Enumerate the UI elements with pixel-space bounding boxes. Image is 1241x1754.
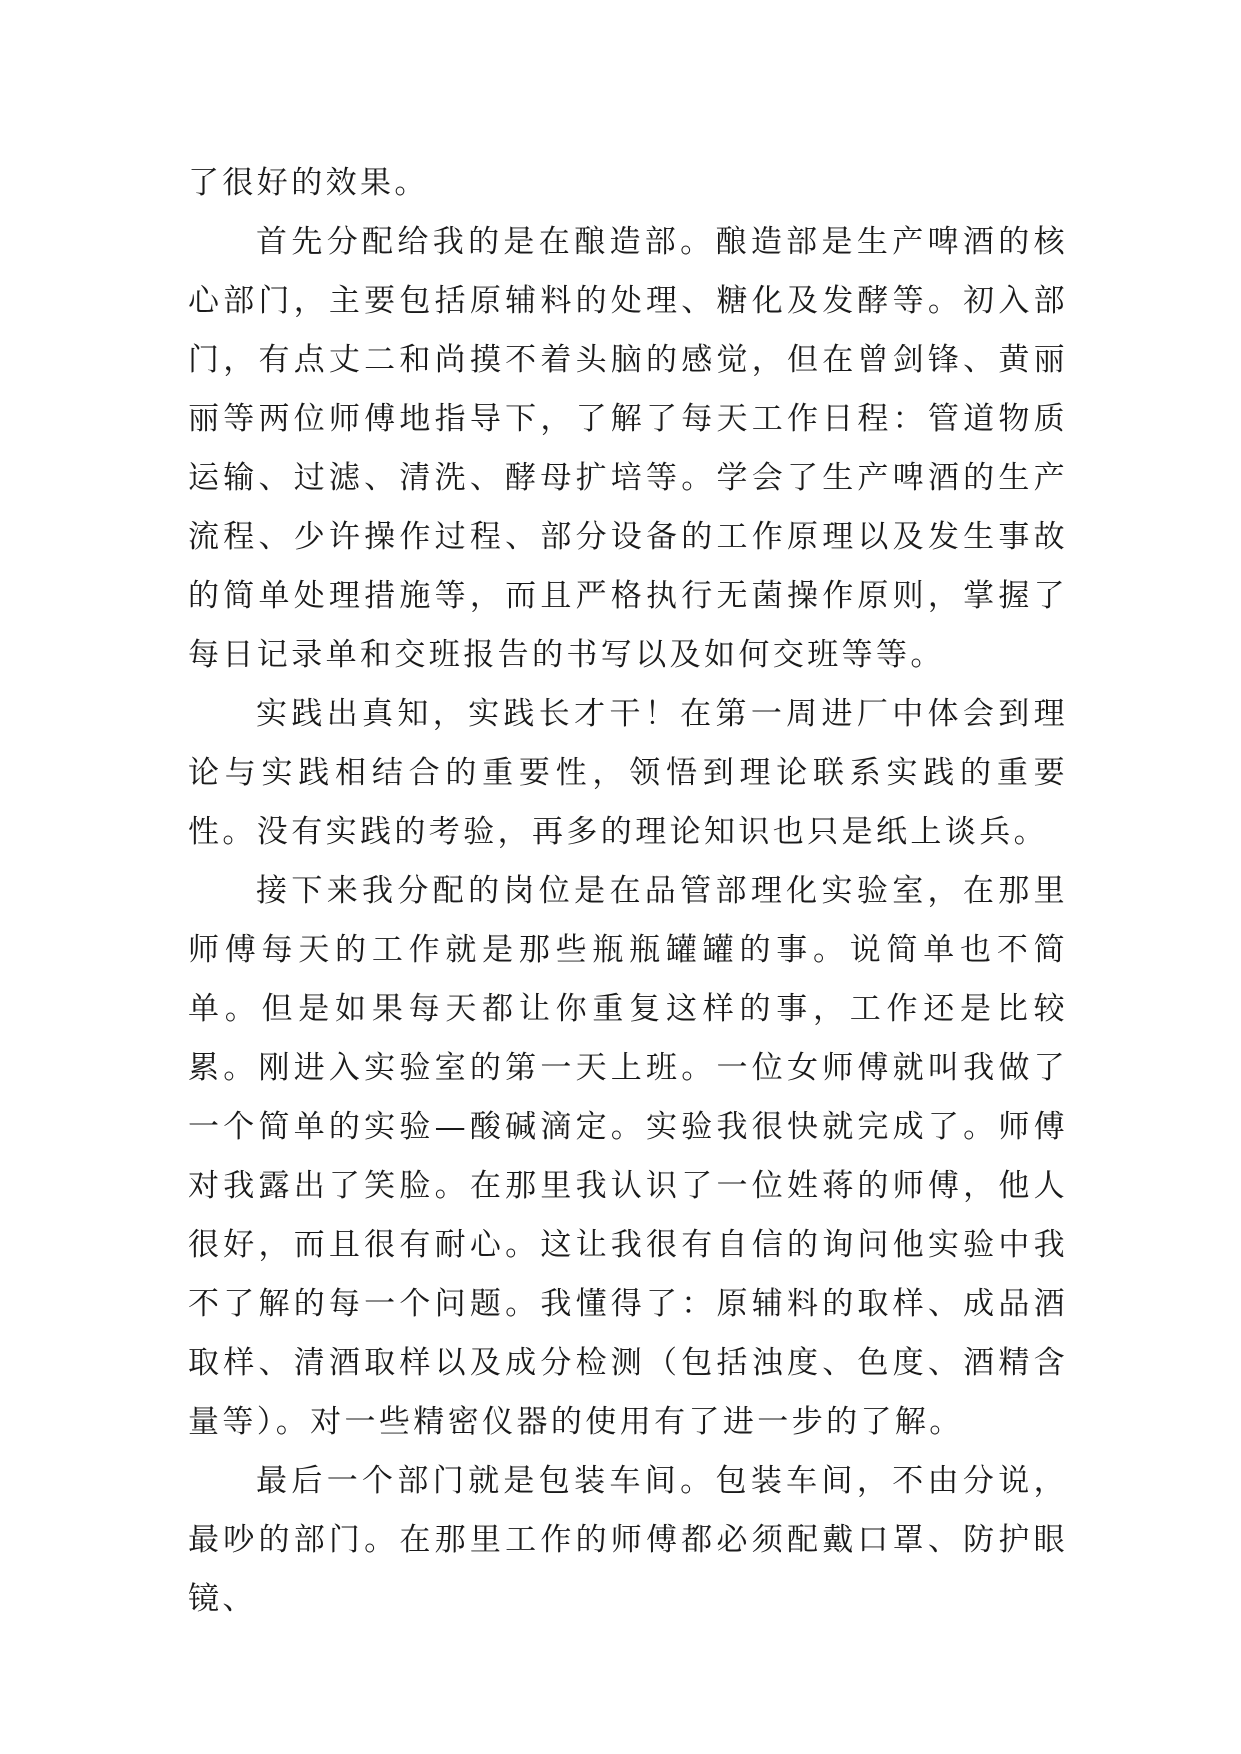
paragraph-quality-lab: 接下来我分配的岗位是在品管部理化实验室，在那里师傅每天的工作就是那些瓶瓶罐罐的事。说简单也不简单。但是如果每天都让你重复这样的事，工作还是比较累。刚进入实验室的第一天上班。一位女师傅就叫我做了一个简单的实验—酸碱滴定。实验我很快就完成了。师傅对我露出了笑脸。在那里我认识了一位姓蒋的师傅，他人很好，而且很有耐心。这让我很有自信的询问他实验中我不了解的每一个问题。我懂得了：原辅料的取样、成品酒取样、清酒取样以及成分检测（包括浊度、色度、酒精含量等）。对一些精密仪器的使用有了进一步的了解。 [188,873,1068,1440]
paragraph-packaging-workshop: 最后一个部门就是包装车间。包装车间，不由分说，最吵的部门。在那里工作的师傅都必须配戴口罩、防护眼镜、 [188,1463,1068,1617]
document-body [188,154,1068,1629]
paragraph-brewing-department: 首先分配给我的是在酿造部。酿造部是生产啤酒的核心部门，主要包括原辅料的处理、糖化及发酵等。初入部门，有点丈二和尚摸不着头脑的感觉，但在曾剑锋、黄丽丽等两位师傅地指导下，了解了每天工作日程：管道物质运输、过滤、清洗、酵母扩培等。学会了生产啤酒的生产流程、少许操作过程、部分设备的工作原理以及发生事故的简单处理措施等，而且严格执行无菌操作原则，掌握了每日记录单和交班报告的书写以及如何交班等等。 [188,224,1068,673]
paragraph-continuation: 了很好的效果。 [188,165,429,201]
paragraph-practice-reflection: 实践出真知，实践长才干！在第一周进厂中体会到理论与实践相结合的重要性，领悟到理论联系实践的重要性。没有实践的考验，再多的理论知识也只是纸上谈兵。 [188,696,1068,850]
